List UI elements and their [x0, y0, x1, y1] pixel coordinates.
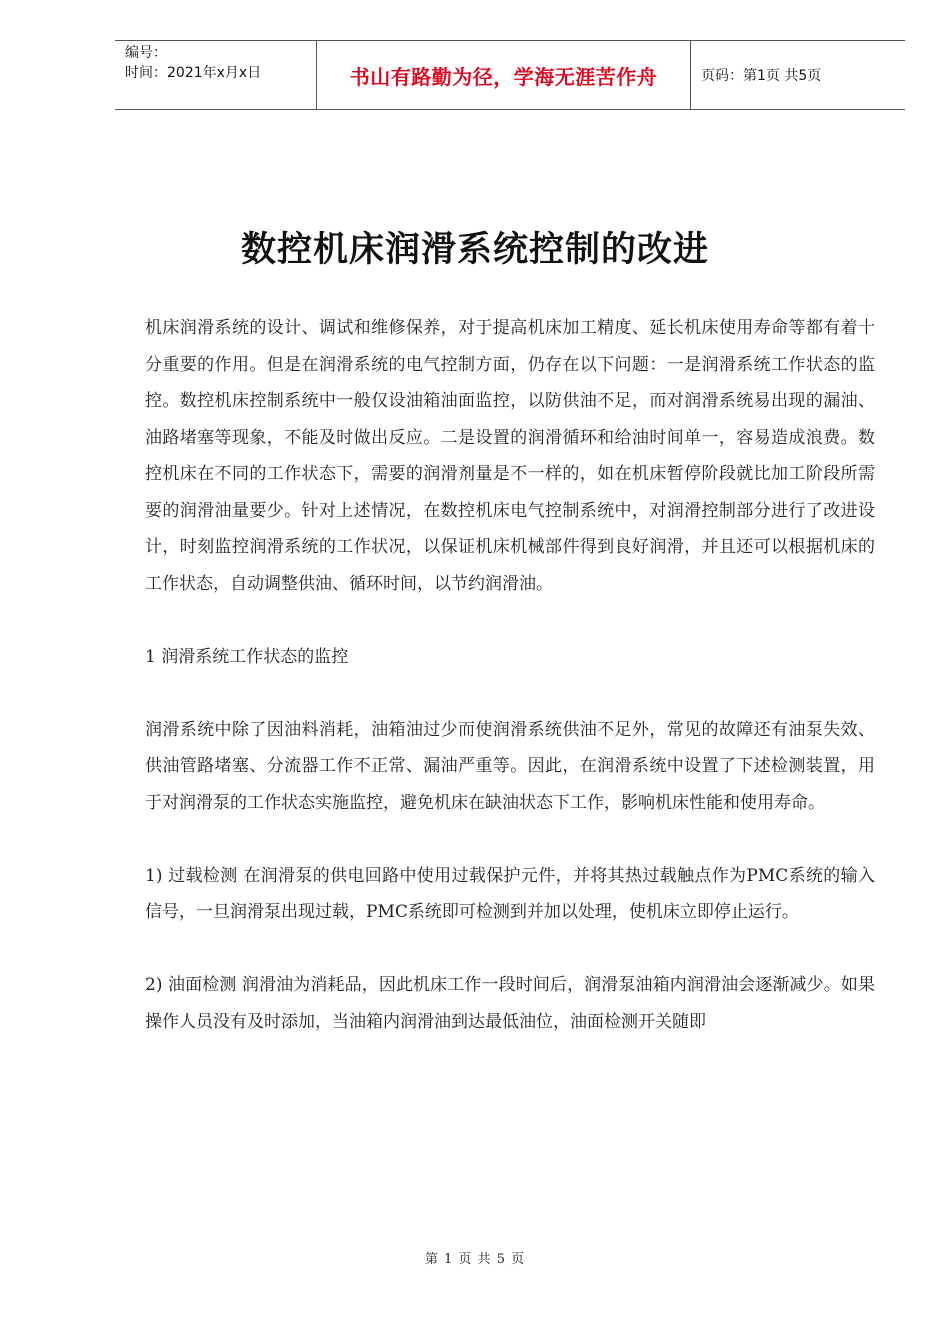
document-header [115, 40, 905, 110]
header-motto-cell [316, 41, 691, 109]
document-time-label: 时间：2021年x月x日 [125, 65, 262, 81]
document-body [145, 310, 875, 1040]
header-meta [115, 41, 317, 109]
header-page-info-cell [691, 41, 905, 109]
intro-paragraph: 机床润滑系统的设计、调试和维修保养，对于提高机床加工精度、延长机床使用寿命等都有着十分重要的作用。但是在润滑系统的电气控制方面，仍存在以下问题：一是润滑系统工作状态的监控。数控机床控制系统中一般仅设油箱油面监控，以防供油不足，而对润滑系统易出现的漏油、油路堵塞等现象，不能及时做出反应。二是设置的润滑循环和给油时间单一，容易造成浪费。数控机床在不同的工作状态下，需要的润滑剂量是不一样的，如在机床暂停阶段就比加工阶段所需要的润滑油量要少。针对上述情况，在数控机床电气控制系统中，对润滑控制部分进行了改进设计，时刻监控润滑系统的工作状况，以保证机床机械部件得到良好润滑，并且还可以根据机床的工作状态，自动调整供油、循环时间，以节约润滑油。 [145, 318, 875, 594]
header-motto: 书山有路勤为径，学海无涯苦作舟 [349, 64, 658, 89]
list-item-overload-detection: 1) 过载检测 在润滑泵的供电回路中使用过载保护元件，并将其热过载触点作为PMC系统的输入信号，一旦润滑泵出现过载，PMC系统即可检测到并加以处理，使机床立即停止运行。 [145, 865, 875, 922]
body-paragraph: 润滑系统中除了因油料消耗，油箱油过少而使润滑系统供油不足外，常见的故障还有油泵失效、供油管路堵塞、分流器工作不正常、漏油严重等。因此，在润滑系统中设置了下述检测装置，用于对润滑泵的工作状态实施监控，避免机床在缺油状态下工作，影响机床性能和使用寿命。 [145, 719, 875, 813]
header-page-info: 页码：第1页 共5页 [701, 68, 822, 84]
document-number-label: 编号： [125, 45, 167, 61]
section-heading: 1 润滑系统工作状态的监控 [145, 646, 349, 667]
list-item-oil-level-detection: 2) 油面检测 润滑油为消耗品，因此机床工作一段时间后，润滑泵油箱内润滑油会逐渐减少。如果操作人员没有及时添加，当油箱内润滑油到达最低油位，油面检测开关随即 [145, 975, 875, 1032]
page-footer: 第 1 页 共 5 页 [424, 1252, 526, 1267]
document-title: 数控机床润滑系统控制的改进 [240, 229, 709, 270]
